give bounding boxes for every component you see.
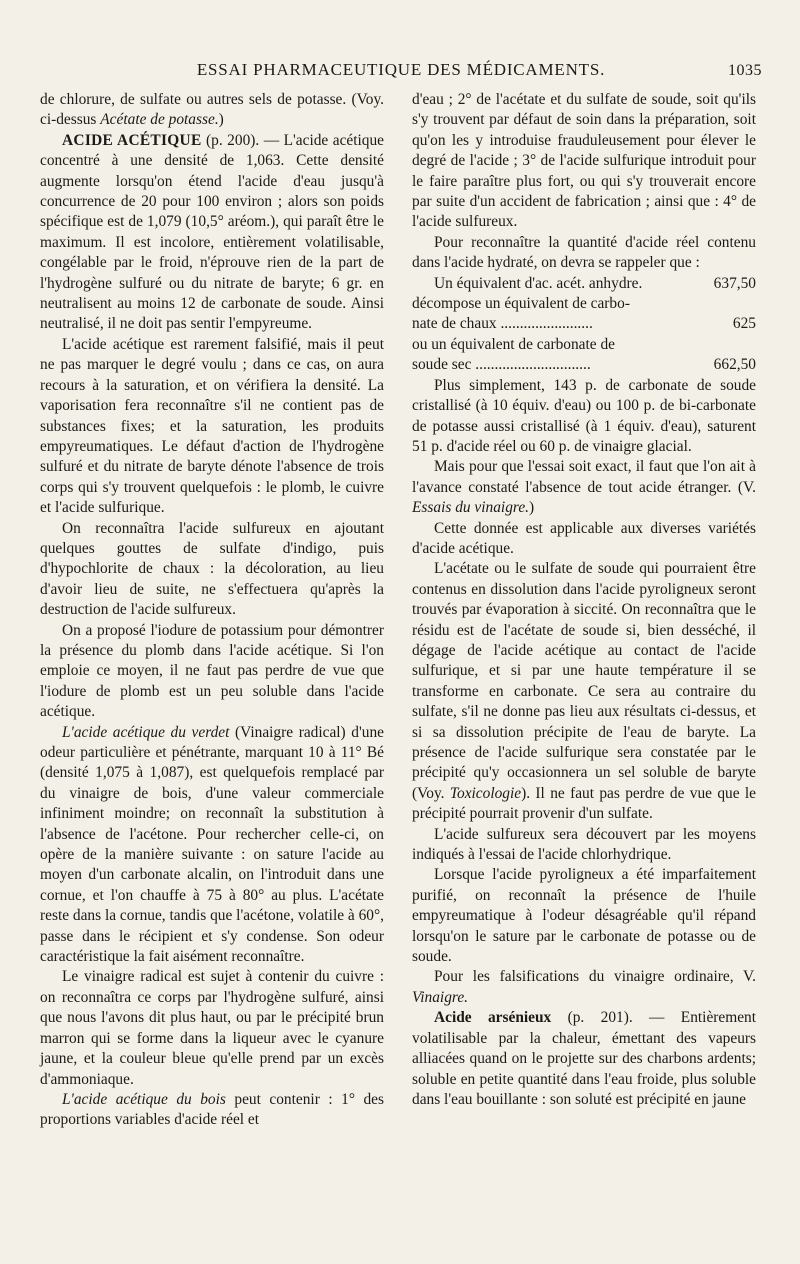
equivalent-label: ou un équivalent de carbonate de — [412, 335, 615, 353]
equivalent-label: Un équivalent d'ac. acét. anhydre. — [434, 274, 643, 292]
equivalent-label: décompose un équivalent de carbo- — [412, 295, 630, 313]
equivalent-value: 625 — [732, 315, 756, 333]
right-column — [412, 90, 756, 1110]
paragraph — [412, 457, 756, 518]
paragraph: Cette donnée est applicable aux diverses variétés d'acide acétique. — [412, 519, 756, 557]
paragraph-text: ) — [218, 111, 224, 129]
paragraph: Lorsque l'acide pyroligneux a été imparfaitement purifié, on reconnaît la présence de l'huile empyreumatique à l'odeur désagréable qu'il répand lorsqu'on le sature par le carbonate de potasse ou de soude. — [412, 866, 756, 966]
equivalent-row — [412, 355, 756, 375]
paragraph: L'acide sulfureux sera découvert par les moyens indiqués à l'essai de l'acide chlorhydrique. — [412, 825, 756, 864]
paragraph: L'acide acétique est rarement falsifié, mais il peut ne pas marquer le degré voulu ; dans ce cas, on aura recours à la saturation, et on vérifiera la densité. La vaporisation fera reconnaître s'il ne contient pas de substances fixes; et la saturation, les produits empyreumatiques. Le défaut d'action de l'hydrogène sulfuré et du nitrate de baryte dénote l'absence de trois corps qui s'y trouvent quelquefois : le plomb, le cuivre et l'acide sulfurique. — [40, 335, 384, 517]
equivalent-label: nate de chaux ........................ — [412, 315, 593, 333]
paragraph-text: ) — [529, 499, 535, 517]
italic-term: L'acide acétique du bois — [62, 1090, 226, 1108]
italic-term: L'acide acétique du verdet — [62, 723, 230, 741]
running-title: ESSAI PHARMACEUTIQUE DES MÉDICAMENTS. — [196, 60, 606, 79]
page-number: 1035 — [728, 62, 762, 79]
entry-heading: ACIDE ACÉTIQUE — [62, 131, 202, 149]
paragraph — [40, 1090, 384, 1131]
paragraph: On reconnaîtra l'acide sulfureux en ajoutant quelques gouttes de sulfate d'indigo, puis d'hypochlorite de chaux : la décoloration, au lieu d'avoir lieu de suite, ne s'effectuera qu'après la destruction de l'acide sulfureux. — [40, 519, 384, 619]
paragraph-text: Pour les falsifications du vinaigre ordinaire, V. — [434, 968, 756, 986]
paragraph — [412, 1008, 756, 1110]
equivalent-value: 662,50 — [713, 356, 756, 374]
paragraph: Le vinaigre radical est sujet à contenir du cuivre : on reconnaîtra ce corps par l'hydrogène sulfuré, ainsi que nous l'avons dit plus haut, ou par le précipité brun marron qui se forme dans la liqueur avec le cyanure jaune, et la couleur bleue qu'elle prend par un excès d'ammoniaque. — [40, 968, 384, 1088]
equivalent-label: soude sec .............................. — [412, 356, 591, 374]
cross-reference: Essais du vinaigre. — [412, 499, 529, 517]
paragraph: d'eau ; 2° de l'acétate et du sulfate de soude, soit qu'ils s'y trouvent par défaut de soin dans la préparation, soit qu'on les y introduise frauduleusement pour élever le degré de l'acide ; 3° de l'acide sulfurique introduit pour le faire paraître plus fort, ou qui s'y trouverait encore par suite d'un accident de fabrication ; ainsi que : 4° de l'acide sulfureux. — [412, 91, 756, 231]
paragraph — [40, 723, 384, 968]
paragraph: Plus simplement, 143 p. de carbonate de soude cristallisé (à 10 équiv. d'eau) ou 100 p. de bi-carbonate de potasse aussi cristallisé (à 1 équiv. d'eau), saturent 51 p. d'acide réel ou 60 p. de vinaigre glacial. — [412, 376, 756, 455]
paragraph-text: (p. 200). — L'acide acétique concentré à une densité de 1,063. Cette densité augmente lorsqu'on étend l'acide d'eau jusqu'à concurrence de 20 pour 100 environ ; alors son poids spécifique est de 1,079 (10,5° aréom.), qui paraît être le maximum. Il est incolore, entièrement volatilisable, congélable par le froid, n'éprouve rien de la part de l'hydrogène sulfuré ou du nitrate de baryte; 6 gr. en neutralisent au moins 12 de carbonate de soude. Ainsi neutralisé, il ne doit pas sentir l'empyreume. — [40, 131, 384, 333]
cross-reference: Acétate de potasse. — [100, 111, 219, 129]
left-column — [40, 90, 384, 1131]
paragraph-text: (p. 201). — Entièrement volatilisable par la chaleur, émettant des vapeurs alliacées quand on le projette sur des charbons ardents; soluble en petite quantité dans l'eau froide, plus soluble dans l'eau bouillante : son soluté est précipité en jaune — [412, 1009, 757, 1108]
page-header — [40, 60, 762, 88]
paragraph: On a proposé l'iodure de potassium pour démontrer la présence du plomb dans l'acide acétique. Si l'on emploie ce moyen, il ne faut pas perdre de vue que l'iodure de plomb est un peu soluble dans l'acide acétique. — [40, 621, 384, 721]
equivalent-row — [412, 314, 756, 334]
paragraph-text: Mais pour que l'essai soit exact, il faut que l'on ait à l'avance constaté l'absence de tout acide étranger. (V. — [412, 458, 756, 496]
paragraph: Pour reconnaître la quantité d'acide réel contenu dans l'acide hydraté, on devra se rappeler que : — [412, 233, 756, 272]
paragraph-text: de chlorure, de sulfate ou autres sels de potasse. (Voy. ci-dessus — [40, 91, 384, 129]
paragraph — [412, 559, 756, 824]
paragraph-text: peut contenir : 1° des proportions variables d'acide réel et — [40, 1090, 384, 1129]
paragraph-text: (Vinaigre radical) d'une odeur particulière et pénétrante, marquant 10 à 11° Bé (densité 1,075 à 1,087), est quelquefois remplacé par du vinaigre de bois, d'une valeur commerciale infiniment moindre; on reconnaît la substitution à l'absence de l'acétone. Pour rechercher celle-ci, on opère de la manière suivante : on sature l'acide au moyen d'un carbonate alcalin, on l'introduit dans une cornue, et l'on chauffe à 75 à 80° au plus. L'acétate reste dans la cornue, tandis que l'acétone, volatile à 60°, passe dans le récipient et s'y condense. Son odeur caractéristique la fait aisément reconnaître. — [40, 723, 384, 966]
cross-reference: Vinaigre. — [412, 988, 468, 1006]
paragraph-text: ). Il ne faut pas perdre de vue que le précipité pourrait provenir d'un sulfate. — [412, 784, 757, 823]
entry-heading: Acide arsénieux — [434, 1009, 552, 1027]
cross-reference: Toxicologie — [449, 784, 522, 802]
equivalent-value: 637,50 — [713, 274, 756, 292]
equivalent-row — [412, 274, 756, 294]
paragraph — [40, 90, 384, 131]
paragraph — [412, 967, 756, 1008]
paragraph — [40, 131, 384, 335]
paragraph-text: L'acétate ou le sulfate de soude qui pourraient être contenus en dissolution dans l'acide pyroligneux seront trouvés par évaporation à siccité. On reconnaîtra que le résidu est de l'acétate de soude si, bien desséché, il dégage de l'acide acétique au contact de l'acide sulfurique, et si par une haute température il se transforme en carbonate. Ce sera au contraire du sulfate, s'il ne donne pas lieu aux résultats ci-dessus, et si sa dissolution précipite de l'eau de baryte. La présence de l'acide sulfurique sera constatée par le précipité qu'y occasionnera un sel soluble de baryte (Voy. — [412, 560, 756, 802]
